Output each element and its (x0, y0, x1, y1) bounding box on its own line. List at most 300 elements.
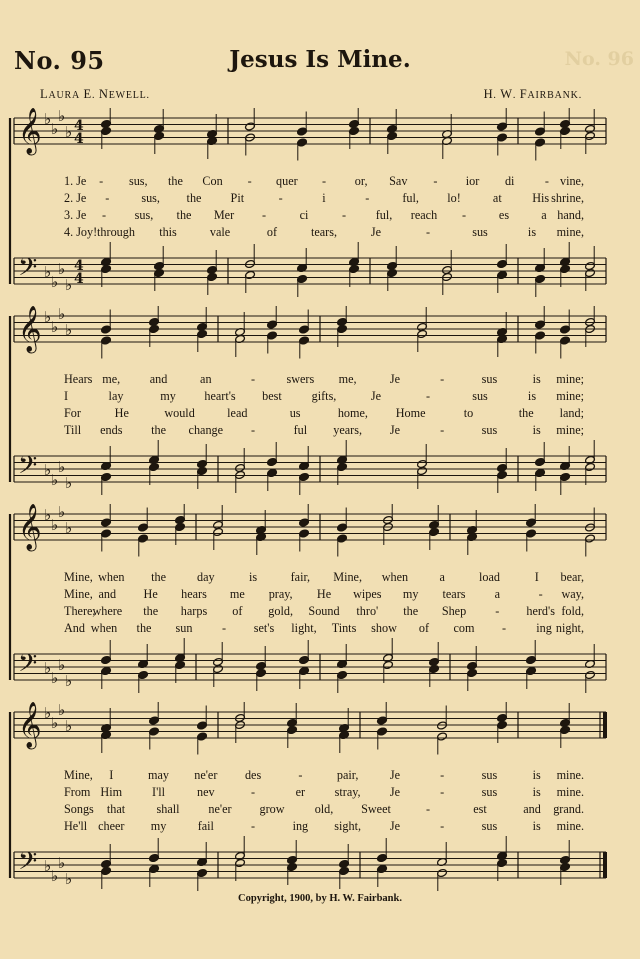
lyric-syllable: - (251, 819, 256, 833)
note-icon (101, 708, 112, 753)
lyric-syllable: 3. Je (64, 208, 87, 222)
lyric-syllable: swers (286, 372, 315, 386)
treble-clef-icon: 𝄞 (18, 504, 42, 550)
note-icon (101, 640, 112, 689)
lyric-syllable: is (532, 423, 541, 437)
flat-icon: ♭ (58, 702, 66, 719)
lyric-syllable: He (143, 587, 158, 601)
lyric-line (64, 819, 584, 836)
flat-icon: ♭ (65, 321, 73, 339)
note-icon (377, 838, 388, 887)
lyric-syllable: harps (180, 604, 208, 618)
lyric-syllable: set's (253, 621, 275, 635)
lyric-syllable: thro' (356, 604, 379, 618)
lyric-syllable: Mine, (64, 570, 93, 584)
lyric-syllable: is (532, 819, 541, 833)
lyric-syllable: reach (410, 208, 438, 222)
lyric-syllable: when (90, 621, 118, 635)
lyric-syllable: a (439, 570, 445, 584)
lyric-syllable: - (261, 208, 267, 222)
lyric-syllable: of (266, 225, 278, 239)
lyric-syllable: des (244, 768, 262, 782)
lyric-syllable: 1. Je (64, 174, 87, 188)
lyric-syllable: is (527, 389, 537, 403)
lyric-syllable: light, (291, 621, 317, 635)
lyric-syllable: I (534, 570, 539, 584)
lyric-syllable: quer (276, 174, 298, 188)
lyric-syllable: - (425, 225, 431, 239)
lyric-syllable: - (365, 191, 370, 205)
lyric-syllable: of (232, 604, 243, 618)
music-system-4 (0, 702, 640, 892)
flat-icon: ♭ (65, 519, 73, 537)
lyric-syllable: Tints (331, 621, 357, 635)
lyric-syllable: Je (370, 225, 382, 239)
lyrics-block (64, 372, 584, 440)
lyric-line (64, 802, 584, 819)
lyric-syllable: change (188, 423, 224, 437)
note-icon (442, 250, 453, 295)
lyric-syllable: - (251, 785, 256, 799)
note-icon (526, 640, 537, 689)
lyric-syllable: the (143, 604, 159, 618)
lyrics-block (64, 174, 584, 242)
lyric-syllable: and (149, 372, 168, 386)
note-icon (235, 312, 246, 357)
lyric-syllable: day (197, 570, 215, 584)
note-icon (585, 644, 596, 693)
note-icon (560, 108, 571, 149)
lyric-syllable: cheer (98, 819, 125, 833)
lyric-syllable: would (164, 406, 195, 420)
note-icon (337, 306, 348, 347)
lyrics-block (64, 570, 584, 638)
lyric-syllable: - (341, 208, 347, 222)
lyric-syllable: load (478, 570, 500, 584)
lyric-syllable: lead (227, 406, 248, 420)
flat-icon: ♭ (51, 317, 59, 336)
note-icon (560, 310, 571, 359)
lyric-syllable: - (538, 587, 543, 601)
lyric-syllable: mine, (556, 225, 584, 239)
lyric-syllable: There, (64, 604, 96, 618)
flat-icon: ♭ (65, 276, 73, 294)
lyric-syllable: sus, (141, 191, 160, 205)
flat-icon: ♭ (51, 668, 59, 687)
lyric-syllable: ful, (375, 208, 393, 222)
lyric-syllable: land; (559, 406, 584, 420)
lyric-syllable: lo! (447, 191, 461, 205)
note-icon (235, 448, 246, 493)
lyric-syllable: ing (536, 621, 552, 635)
lyric-syllable: Je (389, 372, 400, 386)
flat-icon: ♭ (51, 713, 59, 732)
note-icon (149, 306, 160, 347)
lyric-syllable: or, (354, 174, 368, 188)
lyric-line (64, 208, 584, 225)
lyric-syllable: - (495, 604, 500, 618)
treble-clef-icon: 𝄞 (18, 108, 42, 154)
lyric-syllable: Je (389, 423, 400, 437)
lyric-syllable: gifts, (311, 389, 337, 403)
lyric-syllable: ing (292, 819, 309, 833)
lyric-syllable: - (440, 768, 445, 782)
note-icon (297, 248, 308, 297)
lyric-syllable: Mine, (64, 768, 93, 782)
lyric-syllable: Sweet (361, 802, 391, 816)
lyric-syllable: way, (561, 587, 584, 601)
note-icon (585, 306, 596, 347)
lyric-syllable: vine, (559, 174, 584, 188)
lyric-syllable: to (463, 406, 474, 420)
lyric-syllable: - (425, 389, 431, 403)
lyric-syllable: - (298, 768, 303, 782)
flat-icon: ♭ (44, 506, 52, 524)
lyric-syllable: sus (472, 389, 488, 403)
lyric-syllable: fair, (290, 570, 311, 584)
lyric-syllable: at (492, 191, 502, 205)
lyric-syllable: He (114, 406, 129, 420)
lyric-syllable: the (151, 570, 166, 584)
note-icon (245, 244, 256, 293)
lyric-syllable: me, (102, 372, 121, 386)
lyric-syllable: my (160, 389, 176, 403)
lyric-syllable: the (167, 174, 183, 188)
lyric-syllable: Je (389, 819, 400, 833)
lyric-syllable: ful (293, 423, 308, 437)
flat-icon: ♭ (44, 461, 52, 479)
lyric-syllable: my (150, 819, 167, 833)
lyric-syllable: through (97, 225, 135, 239)
lyric-syllable: - (278, 191, 283, 205)
note-icon (497, 312, 508, 357)
lyric-syllable: Shep (441, 604, 467, 618)
lyric-syllable: the (403, 604, 419, 618)
lyric-line (64, 406, 584, 423)
lyric-syllable: a (541, 208, 547, 222)
lyric-syllable: grand. (553, 802, 584, 816)
lyric-syllable: Mine, (64, 587, 93, 601)
treble-clef-icon: 𝄞 (18, 306, 42, 352)
lyric-syllable: sus (481, 768, 498, 782)
lyric-syllable: vale (209, 225, 231, 239)
lyric-syllable: - (321, 174, 327, 188)
lyric-syllable: tears (442, 587, 466, 601)
lyric-syllable: the (136, 621, 152, 635)
flat-icon: ♭ (44, 110, 52, 128)
note-icon (207, 114, 218, 159)
lyric-syllable: Till (64, 423, 82, 437)
lyric-syllable: Je (370, 389, 382, 403)
note-icon (138, 508, 149, 557)
lyric-syllable: Mer (213, 208, 235, 222)
flat-icon: ♭ (65, 717, 73, 735)
flat-icon: ♭ (51, 866, 59, 885)
lyric-syllable: From (64, 785, 91, 799)
lyric-syllable: I'll (152, 785, 166, 799)
lyric-syllable: ci (299, 208, 309, 222)
note-icon (339, 708, 350, 753)
lyric-syllable: Him (100, 785, 123, 799)
lyric-syllable: my (402, 587, 419, 601)
note-icon (175, 504, 186, 545)
lyric-syllable: sun (175, 621, 193, 635)
note-icon (245, 108, 256, 156)
lyric-syllable: when (98, 570, 125, 584)
note-icon (101, 446, 112, 495)
note-icon (299, 446, 310, 495)
lyric-syllable: - (440, 785, 445, 799)
note-icon (267, 442, 278, 491)
bass-clef-icon: 𝄢 (18, 649, 38, 684)
flat-icon: ♭ (58, 504, 66, 521)
bass-clef-icon: 𝄢 (18, 253, 38, 288)
lyric-syllable: the (186, 191, 202, 205)
lyric-syllable: - (544, 174, 549, 188)
lyric-syllable: - (105, 191, 110, 205)
lyric-syllable: ends (100, 423, 123, 437)
lyric-line (64, 191, 584, 208)
lyric-line (64, 225, 584, 242)
lyric-syllable: Je (389, 768, 400, 782)
lyric-syllable: He (316, 587, 332, 601)
lyric-syllable: wipes (353, 587, 382, 601)
lyric-syllable: herd's (526, 604, 555, 618)
bleed-through-number: No. 96 (564, 48, 634, 70)
hymn-number: No. 95 (14, 46, 105, 75)
lyric-syllable: old, (314, 802, 334, 816)
note-icon (101, 310, 112, 359)
time-signature-digit: 4 (74, 271, 84, 287)
note-icon (138, 644, 149, 693)
lyric-syllable: ful, (402, 191, 419, 205)
copyright-notice: Copyright, 1900, by H. W. Fairbank. (238, 893, 402, 904)
note-icon (535, 248, 546, 297)
lyric-syllable: heart's (204, 389, 236, 403)
note-icon (256, 646, 267, 691)
flat-icon: ♭ (58, 853, 66, 872)
lyric-syllable: - (99, 174, 104, 188)
note-icon (101, 844, 112, 889)
lyric-line (64, 174, 584, 191)
note-icon (437, 706, 448, 755)
lyric-syllable: this (159, 225, 177, 239)
lyric-syllable: night, (555, 621, 584, 635)
lyric-syllable: He'll (64, 819, 88, 833)
lyric-syllable: Songs (64, 802, 94, 816)
lyric-syllable: pair, (336, 768, 359, 782)
lyric-line (64, 570, 584, 587)
lyric-syllable: - (251, 372, 256, 386)
lyric-syllable: fold, (561, 604, 584, 618)
flat-icon: ♭ (58, 306, 66, 323)
lyric-syllable: est (473, 802, 487, 816)
note-icon (535, 306, 546, 354)
note-icon (349, 108, 360, 149)
lyric-syllable: hand, (557, 208, 584, 222)
flat-icon: ♭ (51, 119, 59, 138)
lyric-line (64, 768, 584, 785)
note-icon (299, 310, 310, 359)
lyric-syllable: sight, (334, 819, 361, 833)
lyric-syllable: lay (108, 389, 124, 403)
lyric-syllable: us (289, 406, 301, 420)
lyric-syllable: And (64, 621, 85, 635)
lyric-syllable: bear, (560, 570, 584, 584)
lyric-syllable: ne'er (194, 768, 218, 782)
lyric-syllable: - (251, 423, 256, 437)
lyric-syllable: - (440, 819, 445, 833)
lyric-syllable: gold, (268, 604, 294, 618)
lyric-syllable: - (440, 423, 445, 437)
lyric-line (64, 423, 584, 440)
flat-icon: ♭ (65, 123, 73, 141)
note-icon (377, 702, 388, 750)
treble-clef-icon: 𝄞 (18, 702, 42, 748)
lyric-syllable: mine; (556, 423, 584, 437)
note-icon (267, 306, 278, 354)
music-system-3 (0, 504, 640, 694)
lyric-syllable: is (249, 570, 258, 584)
note-icon (149, 838, 160, 887)
bass-clef-icon: 𝄢 (18, 451, 38, 486)
lyric-syllable: me, (338, 372, 357, 386)
flat-icon: ♭ (58, 457, 66, 476)
note-icon (497, 448, 508, 493)
lyric-syllable: is (527, 225, 537, 239)
note-icon (207, 250, 218, 295)
note-icon (497, 108, 508, 156)
lyric-syllable: sus, (128, 174, 148, 188)
note-icon (256, 510, 267, 555)
lyric-syllable: an (200, 372, 212, 386)
music-system-2 (0, 306, 640, 496)
lyric-syllable: sus (481, 819, 498, 833)
lyric-syllable: er (295, 785, 306, 799)
lyric-syllable: Sav (389, 174, 408, 188)
lyric-syllable: is (532, 785, 541, 799)
lyric-syllable: the (151, 423, 166, 437)
note-icon (149, 702, 160, 750)
lyric-syllable: - (425, 802, 431, 816)
lyric-syllable: - (433, 174, 438, 188)
flat-icon: ♭ (65, 870, 73, 888)
music-system-1 (0, 108, 640, 298)
flat-icon: ♭ (44, 704, 52, 722)
lyric-syllable: that (106, 802, 126, 816)
lyric-syllable: shall (156, 802, 180, 816)
bass-clef-icon: 𝄢 (18, 847, 38, 882)
flat-icon: ♭ (44, 659, 52, 677)
lyric-syllable: 4. Joy! (64, 225, 98, 239)
note-icon (535, 112, 546, 161)
flat-icon: ♭ (51, 470, 59, 489)
lyric-syllable: - (221, 621, 227, 635)
lyric-syllable: I (64, 389, 69, 403)
lyric-syllable: hears (181, 587, 207, 601)
lyric-line (64, 372, 584, 389)
note-icon (337, 508, 348, 557)
note-icon (101, 504, 112, 552)
lyric-syllable: where (92, 604, 123, 618)
lyric-syllable: sus, (134, 208, 154, 222)
flat-icon: ♭ (58, 259, 66, 278)
note-icon (497, 244, 508, 293)
lyric-syllable: and (98, 587, 117, 601)
lyric-syllable: com (453, 621, 475, 635)
note-icon (526, 504, 537, 552)
note-icon (467, 646, 478, 691)
lyric-line (64, 604, 584, 621)
lyric-syllable: His (532, 191, 550, 205)
note-icon (535, 442, 546, 491)
flat-icon: ♭ (44, 857, 52, 875)
flat-icon: ♭ (65, 474, 73, 492)
note-icon (197, 706, 208, 755)
lyric-line (64, 785, 584, 802)
lyric-syllable: of (418, 621, 430, 635)
note-icon (437, 842, 448, 891)
lyric-line (64, 587, 584, 604)
lyric-syllable: mine. (556, 819, 584, 833)
time-signature-digit: 4 (74, 258, 84, 274)
flat-icon: ♭ (51, 515, 59, 534)
lyric-syllable: mine. (556, 785, 584, 799)
lyric-syllable: and (523, 802, 541, 816)
lyric-line (64, 389, 584, 406)
note-icon (497, 702, 508, 743)
lyric-syllable: is (532, 372, 541, 386)
lyric-syllable: For (64, 406, 81, 420)
flat-icon: ♭ (58, 655, 66, 674)
lyric-syllable: Pit (230, 191, 245, 205)
note-icon (337, 644, 348, 693)
lyric-syllable: best (262, 389, 282, 403)
lyric-syllable: ior (465, 174, 480, 188)
lyric-syllable: Con (202, 174, 223, 188)
note-icon (197, 842, 208, 891)
lyric-syllable: nev (197, 785, 215, 799)
lyric-syllable: a (494, 587, 501, 601)
lyric-syllable: may (148, 768, 170, 782)
lyric-syllable: when (381, 570, 409, 584)
lyric-line (64, 621, 584, 638)
flat-icon: ♭ (44, 308, 52, 326)
note-icon (299, 504, 310, 552)
lyric-syllable: sus (472, 225, 488, 239)
lyric-syllable: sus (481, 785, 498, 799)
note-icon (299, 640, 310, 689)
lyricist-credit: LAURA E. NEWELL. (40, 87, 150, 101)
lyric-syllable: Hears (64, 372, 93, 386)
note-icon (297, 112, 308, 161)
flat-icon: ♭ (58, 108, 66, 125)
lyric-syllable: shrine, (551, 191, 584, 205)
time-signature-digit: 4 (74, 118, 84, 134)
note-icon (467, 510, 478, 555)
flat-icon: ♭ (65, 672, 73, 690)
composer-credit: H. W. FAIRBANK. (483, 87, 582, 101)
flat-icon: ♭ (44, 263, 52, 281)
lyric-syllable: ne'er (208, 802, 232, 816)
lyric-syllable: - (501, 621, 507, 635)
lyric-syllable: sus (481, 372, 498, 386)
note-icon (383, 504, 394, 545)
lyric-syllable: mine. (556, 768, 584, 782)
note-icon (560, 446, 571, 495)
lyric-syllable: I (109, 768, 114, 782)
note-icon (235, 702, 246, 743)
